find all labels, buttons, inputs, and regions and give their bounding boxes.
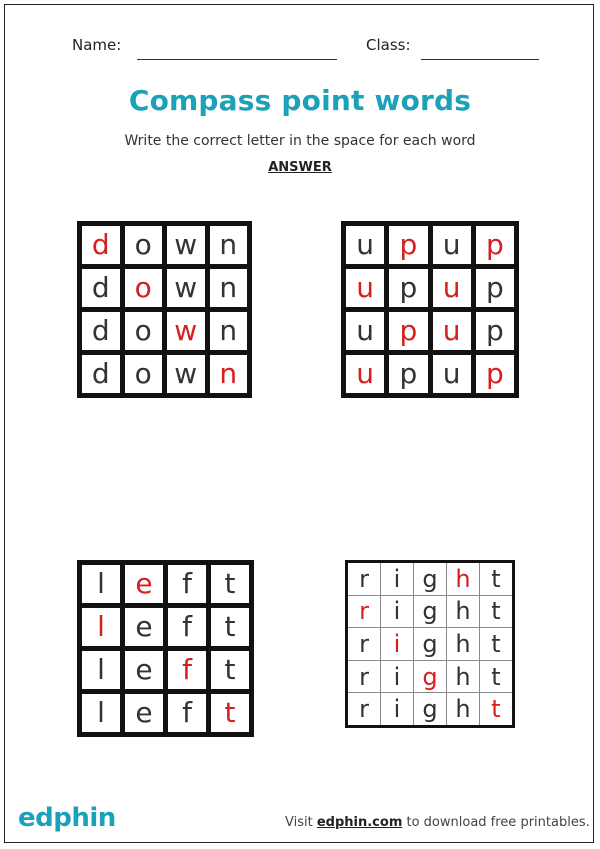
grid-down-cell: n bbox=[210, 226, 248, 264]
grid-left-cell: f bbox=[168, 651, 206, 689]
grid-left-cell: e bbox=[125, 565, 163, 603]
grid-down-cell: o bbox=[125, 312, 163, 350]
edphin-link[interactable]: edphin.com bbox=[316, 815, 403, 830]
grid-down-cell: n bbox=[210, 355, 248, 393]
grid-right-cell: t bbox=[480, 661, 512, 693]
grid-right-cell: i bbox=[381, 563, 413, 595]
instructions: Write the correct letter in the space for each word bbox=[124, 133, 476, 149]
grid-right-cell: g bbox=[414, 628, 446, 660]
grid-down-cell: o bbox=[125, 269, 163, 307]
grid-right-cell: h bbox=[447, 563, 479, 595]
grid-right-cell: t bbox=[480, 693, 512, 725]
grid-left-cell: t bbox=[211, 565, 249, 603]
grid-up-cell: u bbox=[346, 226, 384, 264]
grid-up-cell: p bbox=[389, 226, 427, 264]
grid-down-cell: o bbox=[125, 355, 163, 393]
grid-down-cell: w bbox=[167, 226, 205, 264]
grid-right-cell: i bbox=[381, 628, 413, 660]
grid-up-cell: u bbox=[433, 269, 471, 307]
footer-prefix: Visit bbox=[285, 815, 313, 830]
grid-right-cell: r bbox=[348, 693, 380, 725]
grid-right-cell: i bbox=[381, 693, 413, 725]
grid-up-cell: p bbox=[476, 312, 514, 350]
grid-left-cell: l bbox=[82, 565, 120, 603]
class-field[interactable] bbox=[421, 59, 539, 60]
grid-down-cell: w bbox=[167, 355, 205, 393]
grid-left-cell: e bbox=[125, 651, 163, 689]
grid-left-cell: t bbox=[211, 651, 249, 689]
grid-up-cell: p bbox=[476, 226, 514, 264]
grid-down-cell: w bbox=[167, 312, 205, 350]
footer-text bbox=[285, 815, 590, 830]
grid-up-cell: u bbox=[346, 355, 384, 393]
grid-left-cell: e bbox=[125, 608, 163, 646]
grid-down-cell: d bbox=[82, 226, 120, 264]
grid-left-cell: f bbox=[168, 608, 206, 646]
grid-left-cell: f bbox=[168, 694, 206, 732]
grid-right-cell: t bbox=[480, 596, 512, 628]
name-label: Name: bbox=[72, 36, 122, 54]
grid-left-cell: f bbox=[168, 565, 206, 603]
grid-down-cell: n bbox=[210, 269, 248, 307]
grid-right-cell: h bbox=[447, 693, 479, 725]
grid-left-cell: e bbox=[125, 694, 163, 732]
grid-up-cell: u bbox=[433, 312, 471, 350]
grid-left-cell: t bbox=[211, 608, 249, 646]
grid-right bbox=[345, 560, 515, 728]
footer-suffix: to download free printables. bbox=[406, 815, 590, 830]
page-title: Compass point words bbox=[128, 84, 472, 117]
name-field[interactable] bbox=[137, 59, 337, 60]
grid-up bbox=[341, 221, 519, 398]
grid-left-cell: l bbox=[82, 651, 120, 689]
grid-right-cell: r bbox=[348, 596, 380, 628]
grid-right-cell: g bbox=[414, 596, 446, 628]
grid-down-cell: d bbox=[82, 312, 120, 350]
grid-right-cell: i bbox=[381, 596, 413, 628]
grid-down-cell: d bbox=[82, 269, 120, 307]
grid-down bbox=[77, 221, 252, 398]
class-label: Class: bbox=[366, 36, 411, 54]
grid-down-cell: w bbox=[167, 269, 205, 307]
grid-up-cell: p bbox=[389, 312, 427, 350]
grid-left-cell: l bbox=[82, 694, 120, 732]
grid-left-cell: l bbox=[82, 608, 120, 646]
grid-right-cell: t bbox=[480, 628, 512, 660]
grid-right-cell: i bbox=[381, 661, 413, 693]
grid-right-cell: g bbox=[414, 563, 446, 595]
grid-down-cell: n bbox=[210, 312, 248, 350]
grid-up-cell: p bbox=[389, 355, 427, 393]
grid-right-cell: h bbox=[447, 661, 479, 693]
grid-right-cell: g bbox=[414, 661, 446, 693]
grid-right-cell: g bbox=[414, 693, 446, 725]
grid-up-cell: u bbox=[433, 355, 471, 393]
grid-right-cell: h bbox=[447, 628, 479, 660]
grid-up-cell: p bbox=[476, 355, 514, 393]
answer-label: ANSWER bbox=[268, 160, 332, 175]
grid-right-cell: r bbox=[348, 563, 380, 595]
grid-down-cell: d bbox=[82, 355, 120, 393]
grid-left bbox=[77, 560, 254, 737]
grid-up-cell: p bbox=[476, 269, 514, 307]
grid-right-cell: r bbox=[348, 628, 380, 660]
grid-down-cell: o bbox=[125, 226, 163, 264]
grid-left-cell: t bbox=[211, 694, 249, 732]
grid-right-cell: t bbox=[480, 563, 512, 595]
grid-up-cell: u bbox=[346, 269, 384, 307]
grid-right-cell: r bbox=[348, 661, 380, 693]
grid-up-cell: u bbox=[346, 312, 384, 350]
grid-right-cell: h bbox=[447, 596, 479, 628]
grid-up-cell: p bbox=[389, 269, 427, 307]
edphin-logo: edphin bbox=[18, 803, 116, 833]
grid-up-cell: u bbox=[433, 226, 471, 264]
